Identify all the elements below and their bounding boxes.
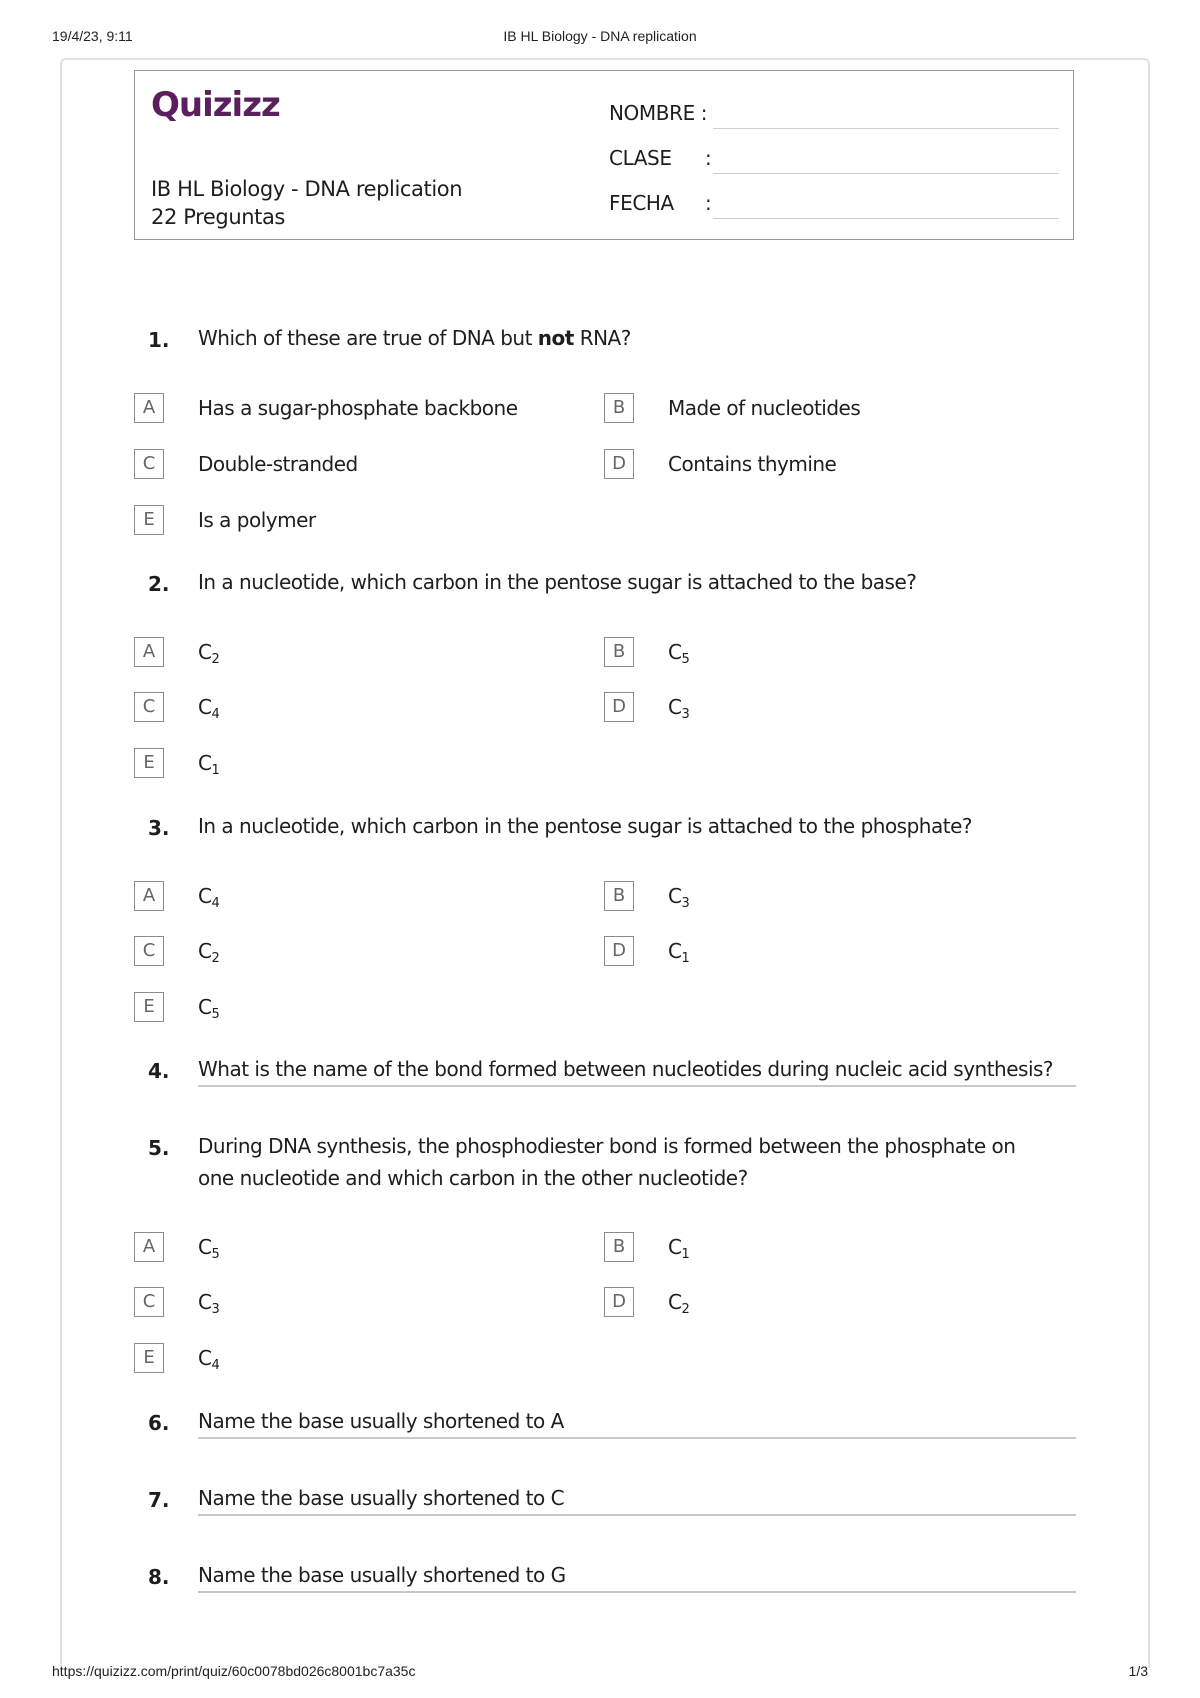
- option-text: Double-stranded: [198, 452, 358, 476]
- question-number: 3.: [148, 816, 170, 840]
- option-text: Is a polymer: [198, 508, 316, 532]
- quizizz-logo: Quizizz: [151, 85, 280, 125]
- option-letter-box[interactable]: C: [134, 936, 164, 966]
- date-field[interactable]: FECHA :: [609, 187, 1059, 219]
- option-letter-box[interactable]: E: [134, 505, 164, 535]
- question-count: 22 Preguntas: [151, 205, 285, 229]
- option-text: $C_2$: [668, 1290, 690, 1317]
- option-letter-box[interactable]: A: [134, 1232, 164, 1262]
- question-text: In a nucleotide, which carbon in the pentose sugar is attached to the base?: [198, 570, 917, 594]
- fill-in-question[interactable]: What is the name of the bond formed between nucleotides during nucleic acid synthesis?: [198, 1053, 1076, 1087]
- question-number: 5.: [148, 1136, 170, 1160]
- option-text: $C_1$: [198, 751, 220, 778]
- print-datetime: 19/4/23, 9:11: [52, 28, 133, 44]
- option-text: Contains thymine: [668, 452, 837, 476]
- option-letter-box[interactable]: C: [134, 449, 164, 479]
- option-letter-box[interactable]: B: [604, 393, 634, 423]
- worksheet-header: [134, 70, 1074, 240]
- option-letter-box[interactable]: C: [134, 1287, 164, 1317]
- print-header: [52, 28, 1148, 48]
- name-line: [713, 128, 1059, 129]
- option-letter-box[interactable]: D: [604, 449, 634, 479]
- print-page-title: IB HL Biology - DNA replication: [503, 28, 697, 44]
- class-label: CLASE: [609, 146, 672, 170]
- option-text: $C_2$: [198, 939, 220, 966]
- name-label: NOMBRE :: [609, 101, 708, 125]
- option-letter-box[interactable]: E: [134, 1343, 164, 1373]
- option-text: $C_3$: [668, 884, 690, 911]
- question-text: During DNA synthesis, the phosphodiester bond is formed between the phosphate on one nucleotide and which carbon in the other nucleotide?: [198, 1134, 1016, 1190]
- option-text: $C_1$: [668, 939, 690, 966]
- fill-in-question[interactable]: Name the base usually shortened to G: [198, 1559, 1076, 1593]
- question-number: 2.: [148, 572, 170, 596]
- option-letter-box[interactable]: E: [134, 992, 164, 1022]
- option-letter-box[interactable]: A: [134, 637, 164, 667]
- class-field[interactable]: CLASE :: [609, 142, 1059, 174]
- option-text: $C_4$: [198, 1346, 220, 1373]
- print-footer: [52, 1663, 1148, 1683]
- fill-in-question[interactable]: Name the base usually shortened to A: [198, 1405, 1076, 1439]
- quiz-title: IB HL Biology - DNA replication: [151, 177, 463, 201]
- option-letter-box[interactable]: B: [604, 881, 634, 911]
- question-number: 7.: [148, 1488, 170, 1512]
- option-letter-box[interactable]: B: [604, 637, 634, 667]
- option-text: $C_4$: [198, 884, 220, 911]
- question-number: 1.: [148, 328, 170, 352]
- fill-in-question[interactable]: Name the base usually shortened to C: [198, 1482, 1076, 1516]
- question-text: In a nucleotide, which carbon in the pentose sugar is attached to the phosphate?: [198, 814, 972, 838]
- option-text: Has a sugar-phosphate backbone: [198, 396, 518, 420]
- quiz-title-block: [151, 175, 462, 231]
- date-label: FECHA: [609, 191, 674, 215]
- option-letter-box[interactable]: E: [134, 748, 164, 778]
- option-text: $C_5$: [198, 995, 220, 1022]
- option-letter-box[interactable]: C: [134, 692, 164, 722]
- option-text: $C_5$: [198, 1235, 220, 1262]
- option-text: $C_4$: [198, 695, 220, 722]
- option-letter-box[interactable]: A: [134, 881, 164, 911]
- option-text: $C_3$: [668, 695, 690, 722]
- option-text: $C_5$: [668, 640, 690, 667]
- option-text: $C_1$: [668, 1235, 690, 1262]
- question-number: 8.: [148, 1565, 170, 1589]
- question-number: 6.: [148, 1411, 170, 1435]
- option-text: Made of nucleotides: [668, 396, 861, 420]
- option-letter-box[interactable]: A: [134, 393, 164, 423]
- question-number: 4.: [148, 1059, 170, 1083]
- option-text: $C_2$: [198, 640, 220, 667]
- name-field[interactable]: [609, 97, 1059, 129]
- option-text: $C_3$: [198, 1290, 220, 1317]
- question-text: Which of these are true of DNA but not RNA?: [198, 326, 631, 350]
- option-letter-box[interactable]: D: [604, 692, 634, 722]
- date-line: [713, 218, 1059, 219]
- page-number: 1/3: [1128, 1663, 1148, 1679]
- option-letter-box[interactable]: B: [604, 1232, 634, 1262]
- print-url[interactable]: https://quizizz.com/print/quiz/60c0078bd026c8001bc7a35c: [52, 1663, 416, 1679]
- class-line: [713, 173, 1059, 174]
- option-letter-box[interactable]: D: [604, 936, 634, 966]
- option-letter-box[interactable]: D: [604, 1287, 634, 1317]
